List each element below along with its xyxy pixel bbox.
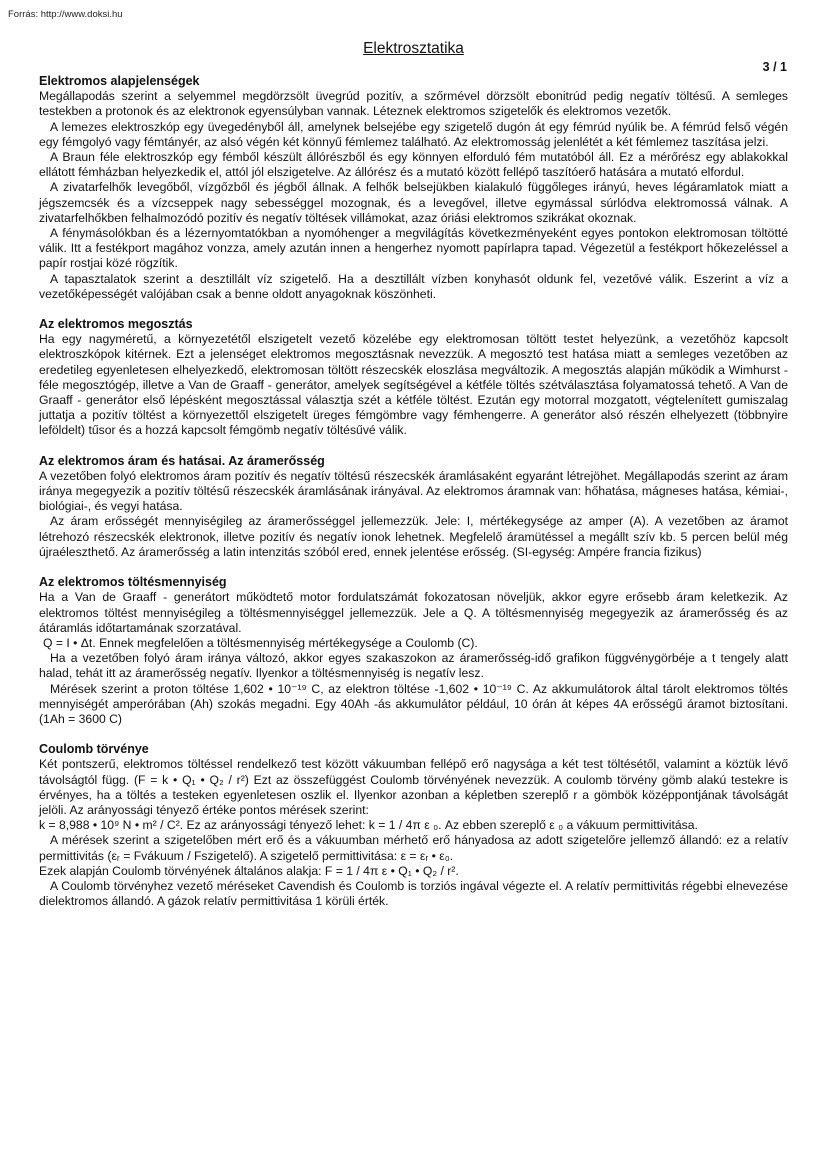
paragraph: Az áram erősségét mennyiségileg az áramerősséggel jellemezzük. Jele: I, mértékegysége az amper (A). A vezetőben az áramot létrehozó részecskék elektronok, illetve pozitív és negatív ionok lehetnek. Megfelelő áramütéssel a megállt szív kb. 5 percen belül még újraéleszthető. Az áramerősség a latin intenzitás szóból ered, ennek jelentése erősség. (SI-egység: Ampére francia fizikus): [39, 514, 788, 559]
paragraph: A Braun féle elektroszkóp egy fémből készült állórészből és egy könnyen elforduló fém mutatóból áll. Ez a mérőrész egy ablakokkal ellátott fémházban helyezkedik el, attól jól elszigetelve. Az állórész és a mutató között fellépő taszítóerő hatására a mutató elfordul.: [39, 150, 788, 180]
paragraph: A zivatarfelhők levegőből, vízgőzből és jégből állnak. A felhők belsejükben kialakuló függőleges irányú, heves légáramlatok miatt a jégszemcsék és a vízcseppek nagy sebességgel mozognak, és a levegővel, illetve egymással súrlódva elektromossá válnak. A zivatarfelhőkben felhalmozódó pozitív és negatív töltések villámokat, azaz óriási elektromos szikrákat okoznak.: [39, 180, 788, 225]
section-basics: [39, 74, 788, 302]
page-title: Elektrosztatika: [363, 40, 464, 57]
paragraph: A lemezes elektroszkóp egy üvegedényből áll, amelynek belsejébe egy szigetelő dugón át egy fémrúd nyúlik be. A fémrúd felső végén egy fémgolyó vagy fémtányér, az alsó végén két könnyű fémlemez található. Az elektromosság jelenlétét a két fémlemez taszítása jelzi.: [39, 119, 788, 149]
section-heading: Elektromos alapjelenségek: [39, 74, 200, 88]
section-current: [39, 454, 788, 560]
page-number: 3 / 1: [762, 60, 787, 74]
section-induction: [39, 317, 788, 439]
paragraph: A mérések szerint a szigetelőben mért erő és a vákuumban mérhető erő hányadosa az adott szigetelőre jellemző állandó: ez a relatív permittivitás (εᵣ = Fvákuum / Fszigetelő). A szigetelő permittivitása: ε = εᵣ • ε₀.: [39, 833, 788, 863]
paragraph: Ha a vezetőben folyó áram iránya változó, akkor egyes szakaszokon az áramerősség-idő grafikon függvénygörbéje a t tengely alatt halad, tehát itt az áramerősség negatív. Ilyenkor a töltésmennyiség is negatív lesz.: [39, 651, 788, 681]
paragraph: Két pontszerű, elektromos töltéssel rendelkező test között vákuumban fellépő erő nagysága a két test töltésétől, valamint a köztük lévő távolságtól függ. (F = k • Q₁ • Q₂ / r²) Ezt az összefüggést Coulomb törvényének nevezzük. A coulomb törvény gömb alakú testekre is érvényes, ha a töltés a testeken egyenletesen oszlik el. Ilyenkor azonban a képletben szereplő r a gömbök középpontjának távolságát jelöli. Az arányossági tényező értéke pontos mérések szerint:: [39, 757, 788, 817]
section-charge: [39, 575, 788, 727]
paragraph: k = 8,988 • 10⁹ N • m² / C². Ez az arányossági tényező lehet: k = 1 / 4π ε ₀. Az ebben szereplő ε ₀ a vákuum permittivitása.: [39, 818, 698, 833]
paragraph: A fénymásolókban és a lézernyomtatókban a nyomóhenger a megvilágítás következményeként egyes pontokon elektromosan töltötté válik. Itt a festékport magához vonzza, amely azután innen a hengerhez nyomott papírlapra tapad. Végezetül a festékport hőkezeléssel a papír rostjai közé rögzítik.: [39, 226, 788, 271]
section-heading: Az elektromos áram és hatásai. Az áramerősség: [39, 453, 325, 468]
paragraph: A vezetőben folyó elektromos áram pozitív és negatív töltésű részecskék áramlásaként egyaránt létrejöhet. Megállapodás szerint az áram iránya megegyezik a pozitív töltésű részecskék áramlásának irányával. Az elektromos áramnak van: hőhatása, mágneses hatása, kémiai-, biológiai-, és vegyi hatása.: [39, 468, 788, 514]
section-heading: Az elektromos töltésmennyiség: [39, 575, 227, 590]
document-body: [39, 74, 788, 924]
section-coulomb: [39, 742, 788, 909]
paragraph: Megállapodás szerint a selyemmel megdörzsölt üvegrúd pozitív, a szőrmével dörzsölt ebonitrúd pedig negatív töltésű. A semleges testekben a protonok és az elektronok egyensúlyban vannak. Léteznek elektromos szigetelők és elektromos vezetők.: [39, 89, 788, 119]
paragraph: Ezek alapján Coulomb törvényének általános alakja: F = 1 / 4π ε • Q₁ • Q₂ / r².: [39, 863, 459, 878]
paragraph: Ha a Van de Graaff - generátort működtető motor fordulatszámát fokozatosan növeljük, akkor egyre erősebb áram keletkezik. Az elektromos töltést mennyiségileg a töltésmennyiséggel jellemezzük. Jele a Q. A töltésmennyiség megegyezik az áramerősség és az átáramlás időtartamának szorzatával.: [39, 590, 788, 635]
section-heading: Coulomb törvénye: [39, 742, 149, 757]
paragraph: Ha egy nagyméretű, a környezetétől elszigetelt vezető közelébe egy elektromosan töltött testet helyezünk, a vezetőhöz kapcsolt elektroszkópok kitérnek. Ezt a jelenséget elektromos megosztásnak nevezzük. A megosztó test hatása miatt a semleges vezetőben az eredetileg egyenletesen elhelyezkedő, elektromosan töltött részecskék eloszlása megváltozik. A megosztás alapján működik a Wimhurst - féle megosztógép, illetve a Van de Graaff - generátor, amelyek segítségével a kétféle töltés szétválasztása folyamatossá tehető. A Van de Graaff - generátor első lépésként megosztással választja szét a kétféle töltést. Ezután egy motorral mozgatott, végtelenített gumiszalag juttatja a pozitív töltést a környezettől elszigetelt üreges fémgömbre vagy fémhengerre. A generátor alsó részén elhelyezett (többnyire leföldelt) tűsor és a hozzá kapcsolt fémgömb negatív töltésűvé válik.: [39, 332, 788, 438]
paragraph: A Coulomb törvényhez vezető méréseket Cavendish és Coulomb is torziós ingával végezte el. A relatív permittivitás régebbi elnevezése dielektromos állandó. A gázok relatív permittivitása 1 körüli érték.: [39, 878, 788, 909]
paragraph: Mérések szerint a proton töltése 1,602 • 10⁻¹⁹ C, az elektron töltése -1,602 • 10⁻¹⁹ C. Az akkumulátorok által tárolt elektromos töltés mennyiségét amperórában (Ah) szokás megadni. Egy 40Ah -ás akkumulátor például, 10 órán át képes 4A erősségű áramot biztosítani. (1Ah = 3600 C): [39, 681, 788, 726]
paragraph: A tapasztalatok szerint a desztillált víz szigetelő. Ha a desztillált vízben konyhasót oldunk fel, vezetővé válik. Eszerint a víz a vezetőképességét valójában csak a benne oldott anyagoknak köszönheti.: [39, 271, 788, 301]
paragraph: Q = I • Δt. Ennek megfelelően a töltésmennyiség mértékegysége a Coulomb (C).: [43, 635, 478, 650]
source-label: Forrás: http://www.doksi.hu: [8, 9, 123, 20]
section-heading: Az elektromos megosztás: [39, 317, 193, 332]
